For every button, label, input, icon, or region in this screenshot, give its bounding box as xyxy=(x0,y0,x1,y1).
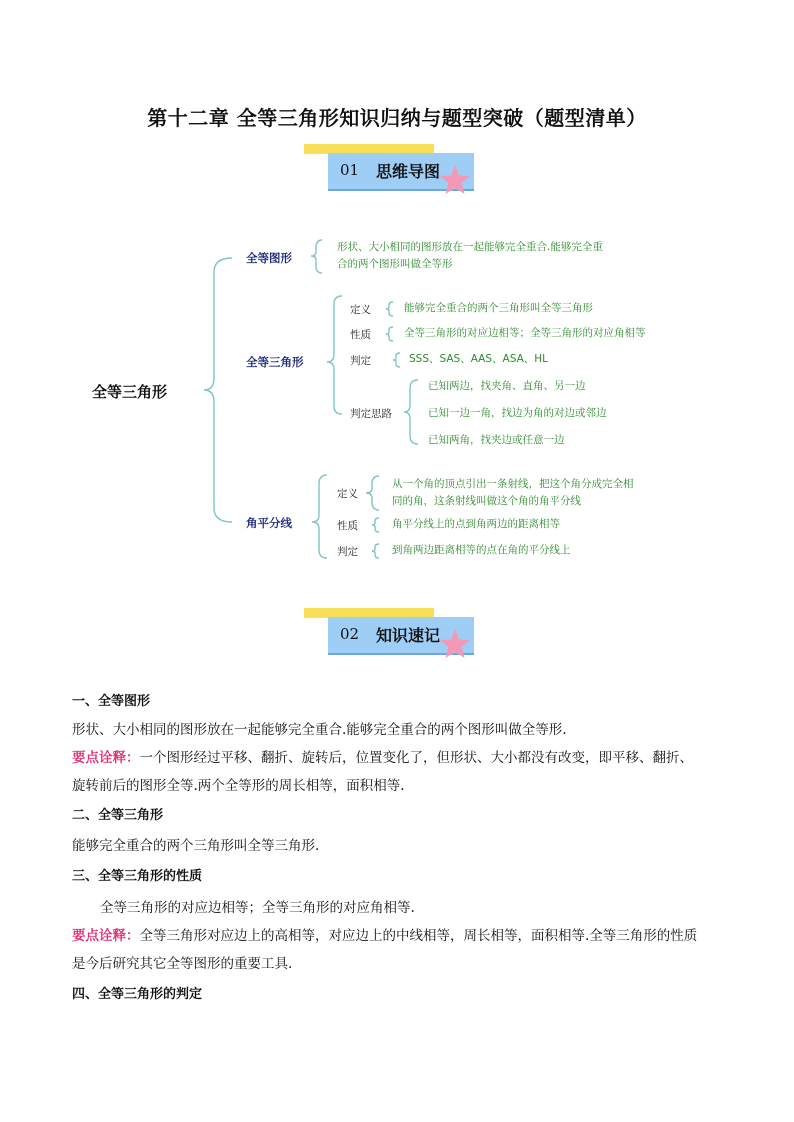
leaf-definition: 定义 xyxy=(337,488,358,500)
banner-number: 02 xyxy=(340,625,360,643)
leaf-judgement: 判定 xyxy=(350,355,371,367)
paragraph: 能够完全重合的两个三角形叫全等三角形. xyxy=(72,838,320,854)
key-note xyxy=(72,744,732,772)
mindmap-root: 全等三角形 xyxy=(92,383,168,401)
congruent-figure-desc xyxy=(337,239,603,273)
key-note-label: 要点诠释： xyxy=(72,928,140,944)
approach-item: 已知两角，找夹边或任意一边 xyxy=(428,434,565,446)
bisector-property-text: 角平分线上的点到角两边的距离相等 xyxy=(392,518,560,530)
key-note-label: 要点诠释： xyxy=(72,750,140,766)
approach-item: 已知两边，找夹角、直角、另一边 xyxy=(428,380,586,392)
section-banner-notes xyxy=(304,608,494,678)
key-note xyxy=(72,922,732,950)
definition-text: 能够完全重合的两个三角形叫全等三角形 xyxy=(404,302,593,314)
paragraph: 是今后研究其它全等图形的重要工具. xyxy=(72,956,293,972)
leaf-property: 性质 xyxy=(350,329,371,341)
banner-label: 思维导图 xyxy=(376,162,441,181)
leaf-judgement: 判定 xyxy=(337,546,358,558)
section-heading: 一、全等图形 xyxy=(72,694,151,709)
bisector-judgement-text: 到角两边距离相等的点在角的平分线上 xyxy=(392,544,571,556)
property-text: 全等三角形的对应边相等；全等三角形的对应角相等 xyxy=(404,327,646,339)
leaf-approach: 判定思路 xyxy=(350,408,392,420)
banner-number: 01 xyxy=(340,161,360,179)
desc-line: 从一个角的顶点引出一条射线，把这个角分成完全相 xyxy=(392,478,634,490)
paragraph: 旋转前后的图形全等.两个全等形的周长相等，面积相等. xyxy=(72,778,405,794)
section-heading: 三、全等三角形的性质 xyxy=(72,869,203,884)
banner-label: 知识速记 xyxy=(376,626,441,645)
branch-congruent-triangle: 全等三角形 xyxy=(246,355,304,369)
branch-angle-bisector: 角平分线 xyxy=(246,516,292,530)
branch-congruent-figure: 全等图形 xyxy=(246,251,292,265)
paragraph: 全等三角形的对应边相等；全等三角形的对应角相等. xyxy=(100,900,415,916)
judgement-text: SSS、SAS、AAS、ASA、HL xyxy=(409,353,548,365)
page-title: 第十二章 全等三角形知识归纳与题型突破（题型清单） xyxy=(147,106,647,130)
notes-body xyxy=(72,688,732,1012)
section-heading: 二、全等三角形 xyxy=(72,808,164,823)
leaf-property: 性质 xyxy=(337,520,358,532)
key-note-text: 一个图形经过平移、翻折、旋转后，位置变化了，但形状、大小都没有改变，即平移、翻折、 xyxy=(139,750,693,766)
star-icon xyxy=(438,627,472,661)
desc-line: 同的角，这条射线叫做这个角的角平分线 xyxy=(392,495,581,507)
paragraph: 形状、大小相同的图形放在一起能够完全重合.能够完全重合的两个图形叫做全等形. xyxy=(72,722,567,738)
desc-line: 形状、大小相同的图形放在一起能够完全重合.能够完全重 xyxy=(337,241,603,253)
desc-line: 合的两个图形叫做全等形 xyxy=(337,258,453,270)
approach-item: 已知一边一角，找边为角的对边或邻边 xyxy=(428,407,607,419)
leaf-definition: 定义 xyxy=(350,304,371,316)
key-note-text: 全等三角形对应边上的高相等，对应边上的中线相等，周长相等，面积相等.全等三角形的性质 xyxy=(139,928,698,944)
section-heading: 四、全等三角形的判定 xyxy=(72,987,203,1002)
bisector-definition-text xyxy=(392,476,634,510)
